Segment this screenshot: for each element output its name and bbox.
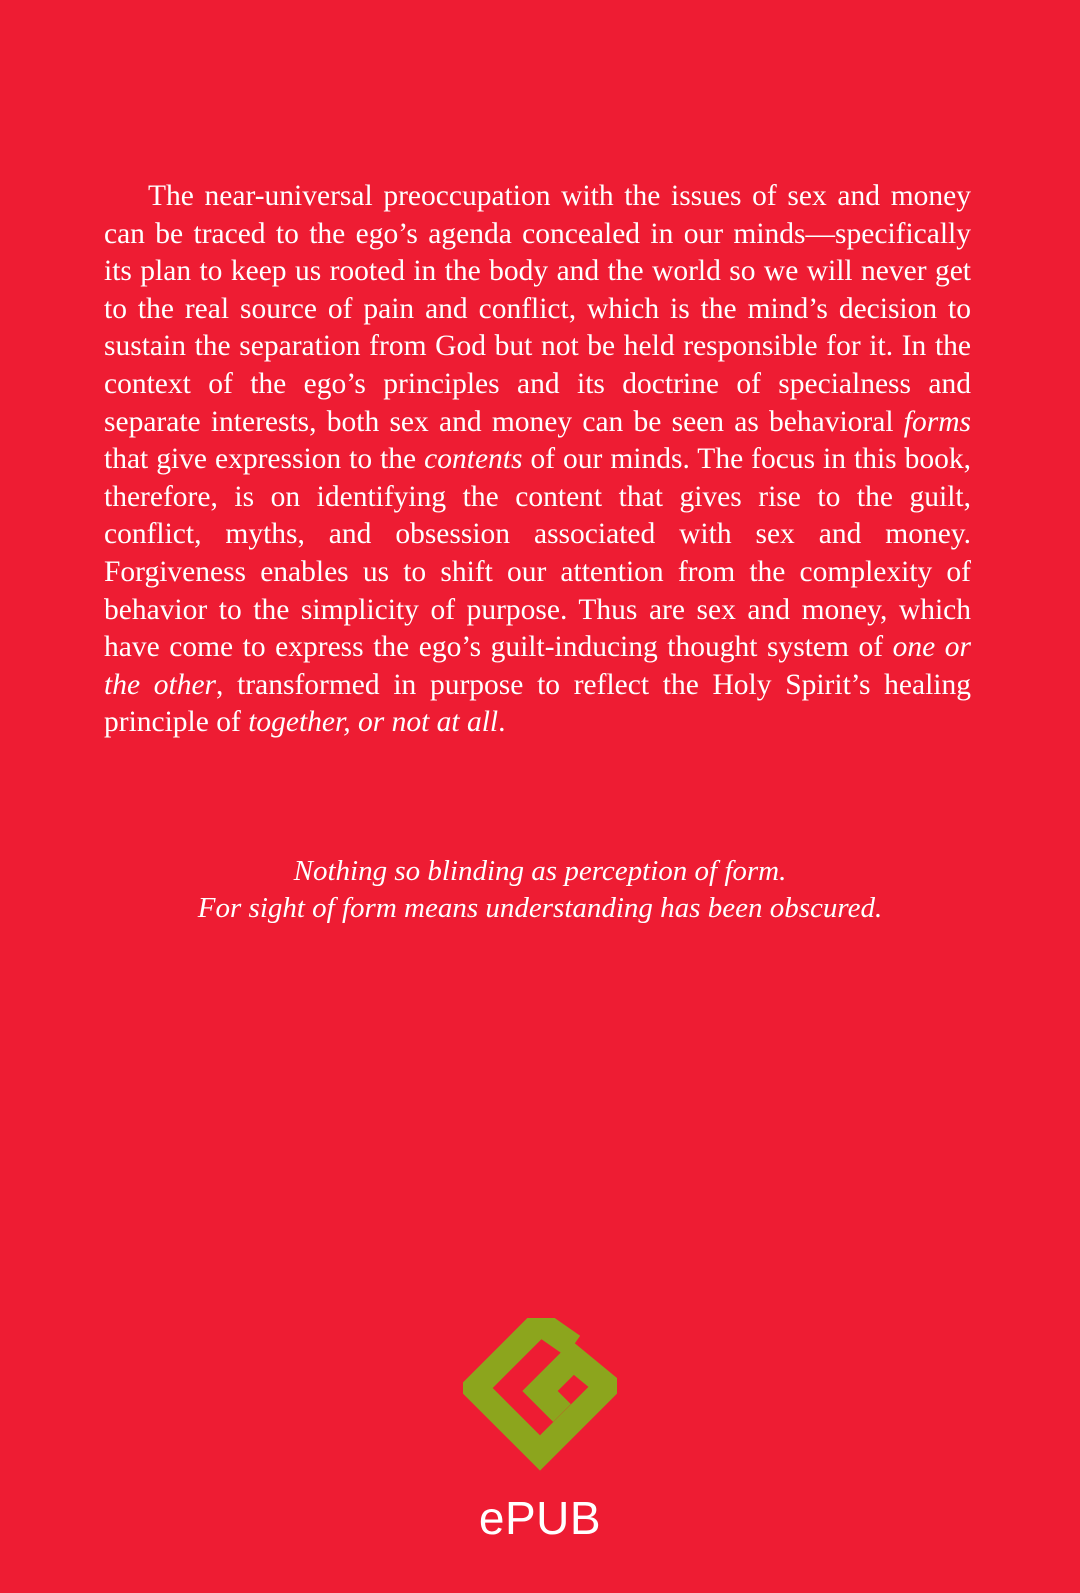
description-text: of our minds. The focus in this book, therefore, is on identifying the content that gives rise to the guilt, conflict, myths, and obsession associated with sex and money. Forgiveness enables us to shift our attention from the complexity of behavior to the simplicity of purpose. Thus are sex and money, which have come to express the ego’s guilt-inducing thought system of xyxy=(104,443,971,664)
epigraph-quote xyxy=(0,853,1080,927)
description-text: . xyxy=(498,706,506,739)
epub-logo-icon xyxy=(463,1318,617,1472)
description-text: The near-universal preoccupation with the issues of sex and money can be traced to the ego’s agenda concealed in our minds—specifically its plan to keep us rooted in the body and the world so we will never get to the real source of pain and conflict, which is the mind’s decision to sustain the separation from God but not be held responsible for it. In the context of the ego’s principles and its doctrine of specialness and separate interests, both sex and money can be seen as behavioral xyxy=(104,180,971,438)
description-emphasis-forms: forms xyxy=(903,405,971,438)
epub-label: ePUB xyxy=(478,1492,602,1544)
description-emphasis-contents: contents xyxy=(424,443,523,476)
description-emphasis-together: together, or not at all xyxy=(248,706,499,739)
description-text: , transformed in purpose to reflect the Holy Spirit’s healing principle of xyxy=(104,668,971,739)
description-emphasis-one-or-the-other: one or the other xyxy=(104,631,971,701)
quote-line-1: Nothing so blinding as perception of form. xyxy=(293,855,787,887)
quote-line-2: For sight of form means understanding has been obscured. xyxy=(197,892,883,924)
description-text: that give expression to the xyxy=(104,443,425,476)
book-description xyxy=(104,178,971,742)
